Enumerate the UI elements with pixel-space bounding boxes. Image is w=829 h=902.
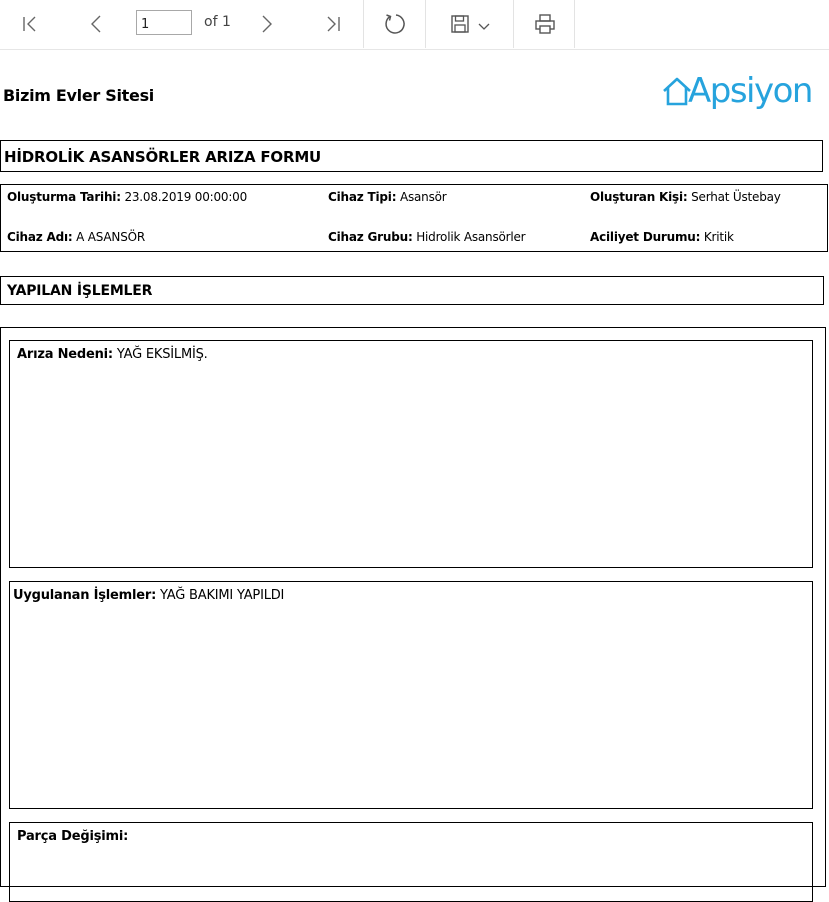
first-page-icon (21, 15, 39, 33)
device-info-box (0, 184, 828, 252)
field-value: Kritik (703, 230, 734, 244)
toolbar-separator (425, 0, 426, 48)
toolbar-separator (513, 0, 514, 48)
field-label: Uygulanan İşlemler: (13, 588, 157, 603)
field-aciliyet-durumu (590, 230, 734, 244)
refresh-icon (383, 12, 407, 36)
field-label: Oluşturan Kişi: (590, 190, 688, 204)
print-icon (534, 13, 556, 35)
field-label: Cihaz Tipi: (328, 190, 397, 204)
report-viewer-toolbar (0, 0, 829, 50)
refresh-button[interactable] (378, 0, 412, 48)
field-value: 23.08.2019 00:00:00 (124, 190, 248, 204)
page-number-input[interactable] (136, 10, 192, 35)
field-label: Parça Değişimi: (17, 829, 129, 844)
next-page-button[interactable] (251, 0, 283, 48)
site-name: Bizim Evler Sitesi (3, 86, 154, 105)
save-icon (450, 14, 470, 34)
operations-container (0, 327, 826, 887)
form-title: HİDROLİK ASANSÖRLER ARIZA FORMU (4, 148, 322, 166)
field-cihaz-grubu (328, 230, 525, 244)
field-label: Cihaz Adı: (7, 230, 73, 244)
field-cihaz-adi (7, 230, 145, 244)
previous-page-button[interactable] (80, 0, 112, 48)
field-value: Hidrolik Asansörler (416, 230, 526, 244)
last-page-icon (324, 15, 342, 33)
field-value: YAĞ EKSİLMİŞ. (116, 347, 208, 362)
field-cihaz-tipi (328, 190, 447, 204)
previous-page-icon (87, 14, 105, 34)
next-page-icon (258, 14, 276, 34)
form-title-box (0, 140, 823, 172)
field-label: Oluşturma Tarihi: (7, 190, 121, 204)
page-count-label: of 1 (204, 14, 231, 30)
export-button[interactable] (444, 0, 496, 48)
first-page-button[interactable] (14, 0, 46, 48)
section-header-box (0, 276, 824, 305)
apsiyon-logo (660, 72, 829, 116)
field-label: Arıza Nedeni: (17, 347, 113, 362)
toolbar-separator (363, 0, 364, 48)
field-olusturma-tarihi (7, 190, 247, 204)
field-value: YAĞ BAKIMI YAPILDI (160, 588, 285, 603)
field-value: Asansör (399, 190, 447, 204)
parca-degisimi (17, 829, 128, 844)
field-label: Aciliyet Durumu: (590, 230, 701, 244)
chevron-down-icon (478, 23, 490, 31)
last-page-button[interactable] (317, 0, 349, 48)
field-olusturan-kisi (590, 190, 781, 204)
toolbar-separator (574, 0, 575, 48)
section-title: YAPILAN İŞLEMLER (7, 283, 153, 299)
field-value: Serhat Üstebay (691, 190, 781, 204)
parca-degisimi-box (9, 822, 813, 902)
uygulanan-islemler (13, 588, 284, 603)
print-button[interactable] (529, 0, 561, 48)
field-label: Cihaz Grubu: (328, 230, 413, 244)
field-value: A ASANSÖR (76, 230, 145, 244)
ariza-nedeni (17, 347, 208, 362)
ariza-nedeni-box (9, 340, 813, 568)
logo-text: Apsiyon (688, 71, 812, 111)
uygulanan-islemler-box (9, 581, 813, 809)
